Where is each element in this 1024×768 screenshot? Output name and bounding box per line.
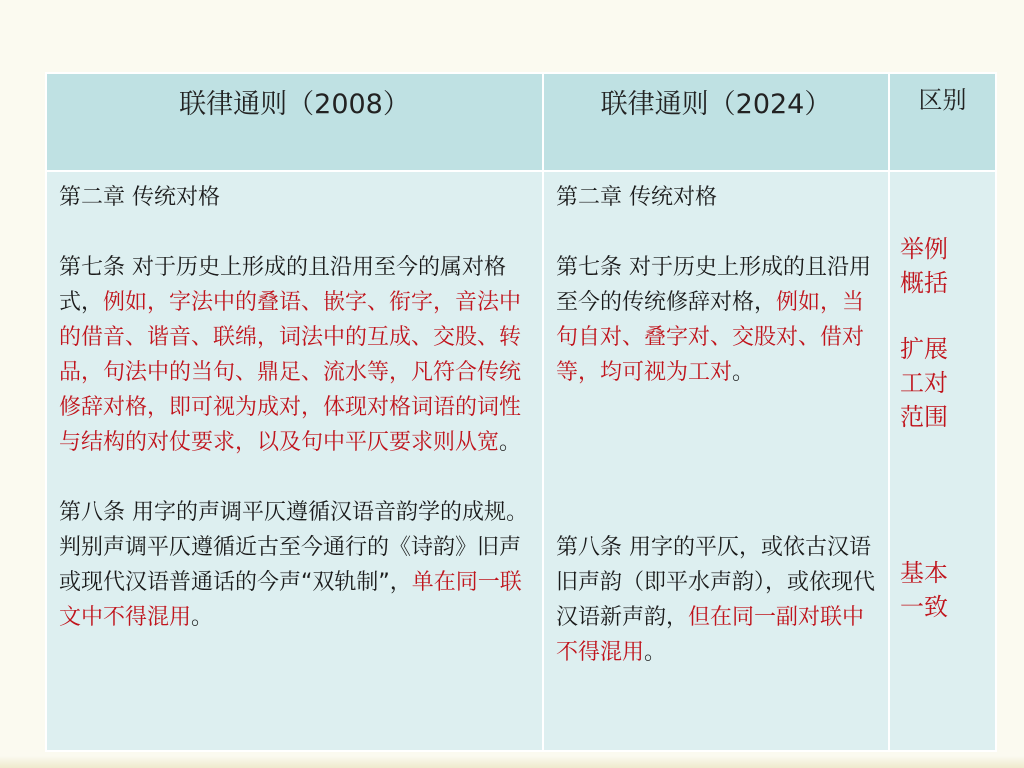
article7-2024-highlight: 例如，当句自对、叠字对、交股对、借对等，均可视为工对 [556, 290, 865, 385]
diff-item-consistent: 基本一致 [900, 559, 948, 621]
diff-item-expand: 扩展工对范围 [900, 335, 948, 431]
article7-2024 [556, 250, 878, 390]
article8-2024-text: 第八条 用字的平仄，或依古汉语旧声韵（即平水声韵），或依现代汉语新声韵， [556, 535, 876, 630]
article8-2008-highlight: 单在同一联文中不得混用 [59, 570, 522, 630]
header-2024: 联律通则（2024） [543, 73, 889, 171]
cell-2008 [46, 171, 543, 751]
chapter-heading-2024: 第二章 传统对格 [556, 185, 717, 210]
article7-2008 [59, 250, 532, 460]
cell-2024 [543, 171, 889, 751]
article8-2024-end: 。 [644, 640, 667, 665]
cell-difference [889, 171, 996, 751]
header-2008: 联律通则（2008） [46, 73, 543, 171]
article7-2024-end: 。 [732, 360, 755, 385]
table-body-row [46, 171, 996, 751]
diff-item-examples: 举例概括 [900, 235, 948, 297]
article7-2008-end: 。 [499, 430, 522, 455]
article8-2008-text: 第八条 用字的声调平仄遵循汉语音韵学的成规。判别声调平仄遵循近古至今通行的《诗韵》旧声或现代汉语普通话的今声“双轨制”， [59, 500, 528, 595]
slide-bottom-edge [0, 756, 1024, 768]
table-header-row [46, 73, 996, 171]
article8-2008-end: 。 [191, 605, 214, 630]
article7-2008-text: 第七条 对于历史上形成的且沿用至今的属对格式， [59, 255, 506, 315]
article8-2024-highlight: 但在同一副对联中不得混用 [556, 605, 865, 665]
comparison-table [45, 72, 997, 752]
article7-2008-highlight: 例如，字法中的叠语、嵌字、衔字，音法中的借音、谐音、联绵，词法中的互成、交股、转品，句法中的当句、鼎足、流水等，凡符合传统修辞对格，即可视为成对，体现对格词语的词性与结构的对仗要求，以及句中平仄要求则从宽 [59, 290, 522, 455]
article8-2024 [556, 530, 878, 670]
header-difference: 区别 [889, 73, 996, 171]
chapter-heading-2008: 第二章 传统对格 [59, 185, 220, 210]
article8-2008 [59, 495, 532, 635]
article7-2024-text: 第七条 对于历史上形成的且沿用至今的传统修辞对格， [556, 255, 871, 315]
